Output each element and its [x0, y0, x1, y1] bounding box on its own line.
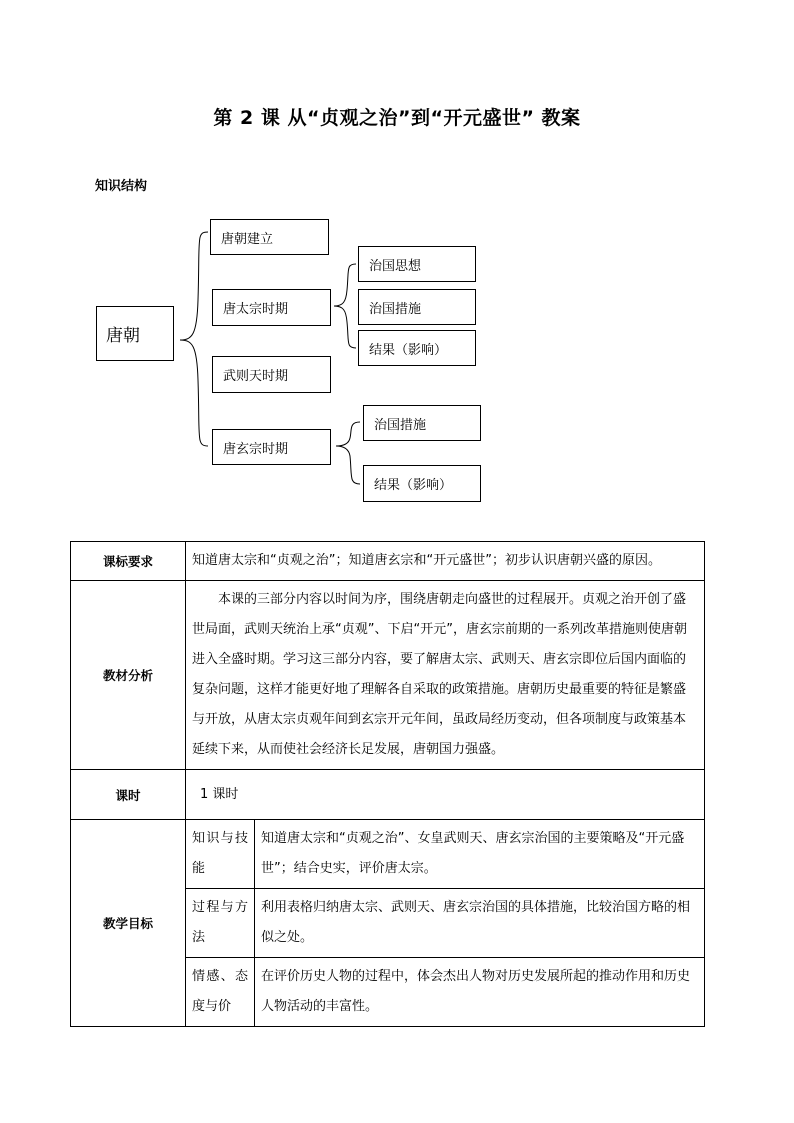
taizong-child-result: 结果（影响） — [358, 330, 476, 366]
xuanzong-brace — [336, 422, 360, 484]
row-label-goals: 教学目标 — [71, 820, 186, 1027]
taizong-child-ideology: 治国思想 — [358, 246, 476, 282]
row-label-analysis: 教材分析 — [71, 581, 186, 770]
table-row — [71, 542, 705, 581]
lesson-plan-table — [70, 541, 705, 1027]
table-row — [71, 770, 705, 820]
row-content-standards: 知道唐太宗和“贞观之治”；知道唐玄宗和“开元盛世”；初步认识唐朝兴盛的原因。 — [186, 542, 705, 581]
taizong-child-measures: 治国措施 — [358, 289, 476, 325]
branch-wuzetian: 武则天时期 — [212, 356, 331, 393]
goal-sub-knowledge: 知识与技能 — [186, 820, 255, 889]
goal-sub-process: 过程与方法 — [186, 889, 255, 958]
xuanzong-child-measures: 治国措施 — [363, 405, 481, 441]
row-label-standards: 课标要求 — [71, 542, 186, 581]
goal-content-knowledge: 知道唐太宗和“贞观之治”、女皇武则天、唐玄宗治国的主要策略及“开元盛世”；结合史实，评价唐太宗。 — [255, 820, 705, 889]
goal-content-process: 利用表格归纳唐太宗、武则天、唐玄宗治国的具体措施，比较治国方略的相似之处。 — [255, 889, 705, 958]
root-node: 唐朝 — [96, 306, 174, 361]
section-heading: 知识结构 — [95, 179, 148, 194]
row-content-analysis: 本课的三部分内容以时间为序，围绕唐朝走向盛世的过程展开。贞观之治开创了盛世局面，武则天统治上承“贞观”、下启“开元”，唐玄宗前期的一系列改革措施则使唐朝进入全盛时期。学习这三部分内容，要了解唐太宗、武则天、唐玄宗即位后国内面临的复杂问题，这样才能更好地了理解各自采取的政策措施。唐朝历史最重要的特征是繁盛与开放，从唐太宗贞观年间到玄宗开元年间，虽政局经历变动，但各项制度与政策基本延续下来，从而使社会经济长足发展，唐朝国力强盛。 — [186, 581, 705, 770]
branch-xuanzong: 唐玄宗时期 — [212, 429, 331, 465]
goal-sub-attitude: 情感、态度与价 — [186, 958, 255, 1027]
row-label-hours: 课时 — [71, 770, 186, 820]
goal-content-attitude: 在评价历史人物的过程中，体会杰出人物对历史发展所起的推动作用和历史人物活动的丰富性。 — [255, 958, 705, 1027]
root-brace — [180, 232, 208, 446]
row-content-hours: 1 课时 — [186, 770, 705, 820]
branch-tang-founding: 唐朝建立 — [210, 219, 329, 255]
table-row — [71, 581, 705, 770]
document-title: 第 2 课 从“贞观之治”到“开元盛世” 教案 — [213, 107, 581, 129]
table-row — [71, 820, 705, 889]
branch-taizong: 唐太宗时期 — [212, 289, 331, 326]
taizong-brace — [334, 264, 356, 348]
xuanzong-child-result: 结果（影响） — [363, 465, 481, 502]
